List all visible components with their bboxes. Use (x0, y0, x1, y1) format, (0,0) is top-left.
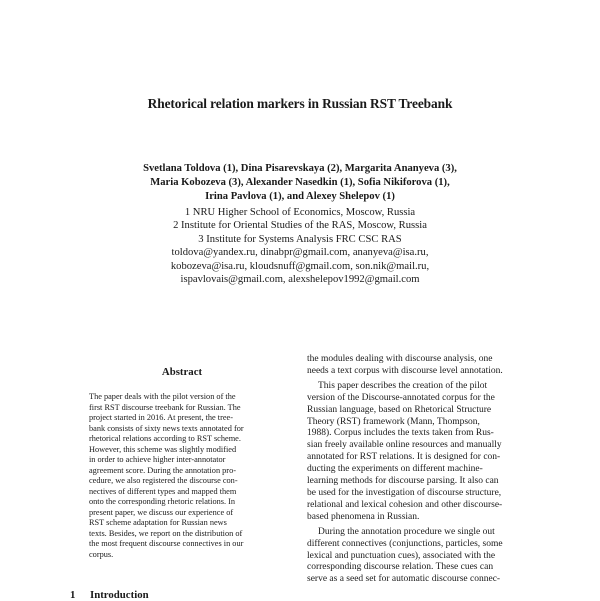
author-line: Svetlana Toldova (1), Dina Pisarevskaya (2), Margarita Ananyeva (3), (143, 163, 457, 174)
author-line: Maria Kobozeva (3), Alexander Nasedkin (1), Sofia Nikiforova (1), (150, 177, 450, 189)
abstract-line: rhetorical relations according to RST scheme. (89, 434, 241, 443)
abstract-line: The paper deals with the pilot version of the (89, 392, 236, 401)
abstract-heading: Abstract (161, 366, 203, 378)
body-line: needs a text corpus with discourse level annotation. (307, 365, 503, 376)
body-paragraph (307, 381, 530, 524)
body-line: learning methods for discourse parsing. It also can (307, 476, 499, 487)
body-line: annotated for RST relations. It is designed for con- (307, 452, 501, 463)
email-line: kobozeva@isa.ru, kloudsnuff@gmail.com, son.nik@mail.ru, (170, 260, 430, 272)
body-line: relational and lexical cohesion and other discourse- (307, 499, 503, 510)
body-line: different connectives (conjunctions, particles, some (307, 538, 503, 549)
body-line: 1988). Corpus includes the texts taken from Rus- (307, 428, 494, 439)
body-paragraph (307, 527, 530, 587)
body-line: serve as a seed set for automatic discourse connec- (307, 574, 501, 585)
body-line: version of the Discourse-annotated corpus for the (307, 392, 495, 403)
abstract-line: nectives of different types and mapped them (89, 486, 237, 496)
abstract-line: in order to achieve higher inter-annotator (89, 455, 226, 464)
abstract-line: the most frequent discourse connectives in our (89, 539, 244, 548)
right-column-body (307, 354, 530, 586)
section-number: 1 (70, 589, 76, 601)
affiliation-list (0, 206, 600, 286)
author-line: Irina Pavlova (1), and Alexey Shelepov (1) (205, 191, 395, 203)
abstract-body (89, 392, 275, 560)
abstract-line: cedure, we also registered the discourse con- (89, 476, 238, 485)
section-title: Introduction (90, 589, 149, 601)
body-line: lexical and punctuation cues), associated with the (307, 550, 496, 561)
email-line: toldova@yandex.ru, dinabpr@gmail.com, ananyeva@isa.ru, (171, 247, 429, 259)
abstract-line: RST scheme adaptation for Russian news (89, 518, 227, 527)
body-paragraph (307, 354, 530, 378)
abstract-line: project started in 2016. At present, the tree- (89, 413, 233, 422)
abstract-line: bank consists of sixty news texts annotated for (89, 423, 244, 433)
body-line: corresponding discourse relation. These cues can (307, 562, 494, 573)
abstract-line: first RST discourse treebank for Russian. The (89, 402, 241, 412)
body-line: ducting the experiments on different machine- (307, 464, 483, 475)
author-list (0, 162, 600, 205)
paper-title: Rhetorical relation markers in Russian RST Treebank (147, 96, 453, 111)
body-line: This paper describes the creation of the pilot (318, 380, 488, 391)
affiliation-line: 1 NRU Higher School of Economics, Moscow, Russia (184, 207, 416, 218)
body-line: Russian language, based on Rhetorical Structure (307, 404, 492, 415)
section-heading (70, 589, 149, 601)
abstract-line: texts. Besides, we report on the distribution of (89, 528, 243, 538)
abstract-line: corpus. (89, 549, 114, 559)
body-line: based phenomena in Russian. (307, 511, 420, 522)
body-line: sian freely available online resources and manually (307, 440, 502, 451)
affiliation-line: 2 Institute for Oriental Studies of the RAS, Moscow, Russia (173, 220, 427, 232)
abstract-line: present paper, we discuss our experience of (89, 507, 234, 517)
body-line: Theory (RST) framework (Mann, Thompson, (307, 416, 480, 427)
body-line: be used for the investigation of discourse structure, (307, 487, 502, 498)
abstract-line: However, this scheme was slightly modified (89, 444, 237, 454)
abstract-line: agreement score. During the annotation pro- (89, 465, 236, 475)
abstract-line: onto the corresponding rhetoric relations. In (89, 497, 236, 506)
affiliation-line: 3 Institute for Systems Analysis FRC CSC RAS (198, 233, 402, 245)
body-line: During the annotation procedure we single out (318, 526, 495, 537)
body-line: the modules dealing with discourse analysis, one (307, 354, 493, 364)
email-line: ispavlovais@gmail.com, alexshelepov1992@gmail.com (180, 274, 420, 286)
